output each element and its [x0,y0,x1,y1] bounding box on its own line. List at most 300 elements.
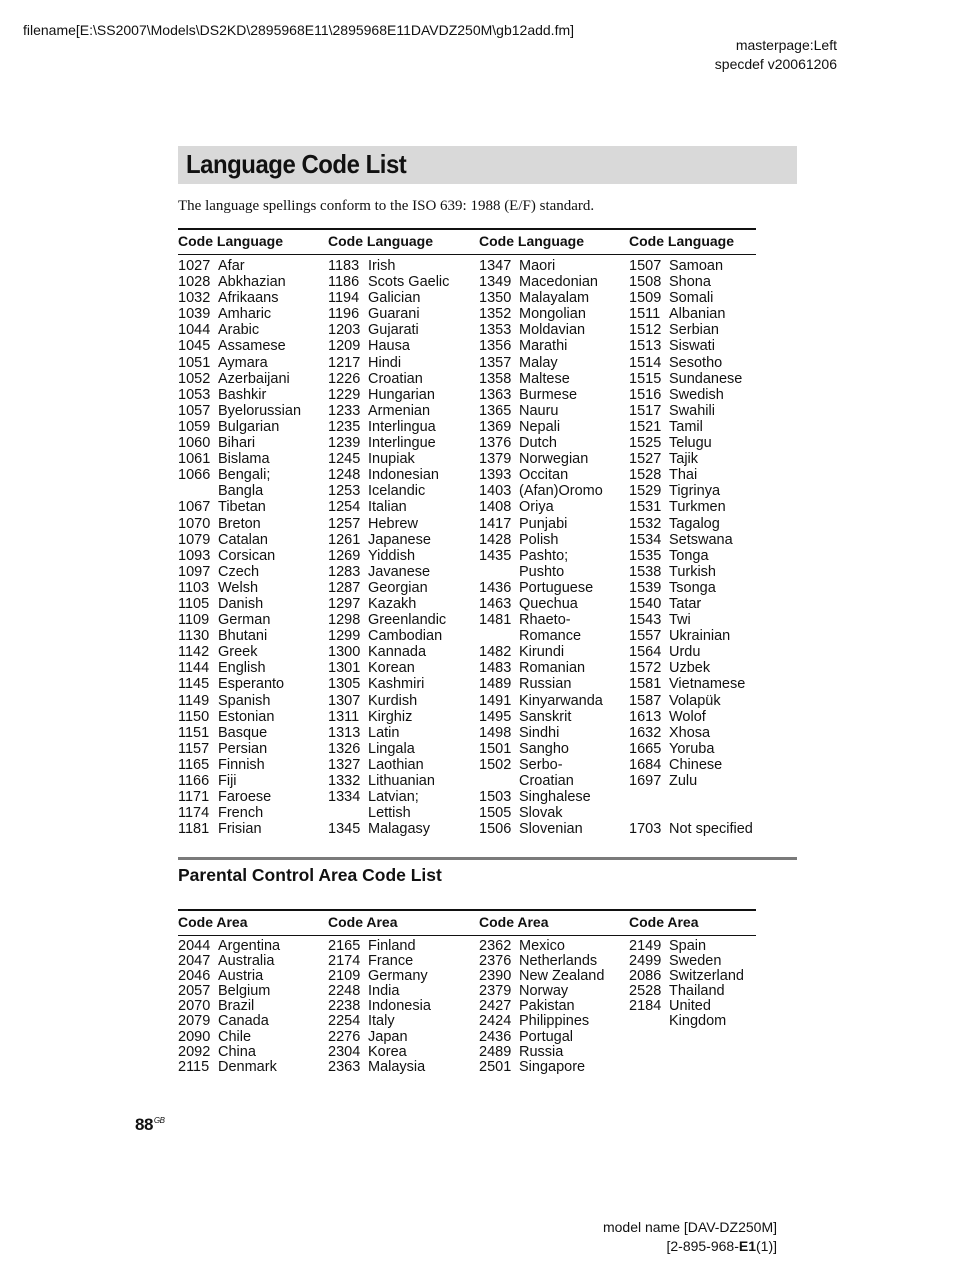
language-code: 1349 [479,274,512,291]
language-code: 1557 [629,628,662,645]
language-code: 1027 [178,258,211,274]
area-code: 2184 [629,998,662,1015]
language-code: 1376 [479,435,512,452]
area-name: China [218,1043,256,1060]
area-entry [479,1030,629,1045]
language-name: Guarani [368,306,420,323]
language-entry [479,693,629,709]
area-name: Sweden [669,953,722,970]
language-name: Mongolian [519,306,586,323]
area-name: Mexico [519,938,565,954]
language-code: 1196 [328,306,360,323]
language-code: 1166 [178,773,210,789]
language-entry [178,789,328,805]
area-code: 2489 [479,1043,512,1060]
language-name: Russian [519,676,572,693]
area-name: Thailand [669,983,725,1000]
area-entry [328,969,478,984]
language-code: 1665 [629,740,662,757]
area-entry [178,939,328,954]
language-code: 1508 [629,274,662,291]
language-entry [328,355,478,371]
language-code: 1327 [328,756,361,773]
area-entry [328,1060,478,1075]
language-entry [328,435,478,451]
language-name: Spanish [218,692,271,709]
area-table-header-rule [178,935,756,936]
language-code: 1059 [178,418,211,435]
language-name: Malay [519,354,558,371]
area-code: 2501 [479,1058,512,1075]
language-code: 1142 [178,644,210,661]
language-entry [479,725,629,741]
language-name: Wolof [669,708,706,725]
page-number [135,1115,164,1135]
lang-table-top-rule [178,228,756,230]
language-code: 1183 [328,258,360,274]
lang-column [629,258,779,837]
area-code: 2174 [328,953,361,970]
language-entry [178,338,328,354]
area-col-header: Code Area [328,914,398,930]
language-name: Greek [218,644,258,661]
language-code: 1301 [328,660,361,677]
language-entry [178,516,328,532]
language-entry [178,419,328,435]
language-entry [328,419,478,435]
language-name: Faroese [218,789,272,806]
area-code: 2149 [629,938,662,954]
language-entry [328,258,478,274]
language-entry [629,355,779,371]
language-name: Japanese [368,531,431,548]
language-code [629,789,669,805]
language-name: Hindi [368,354,402,371]
language-name: Frisian [218,821,262,838]
language-name: Xhosa [669,724,711,741]
language-code: 1157 [178,740,210,757]
language-name: Serbo- [519,756,563,773]
area-code: 2427 [479,998,512,1015]
language-name: Albanian [669,306,726,323]
language-code: 1353 [479,322,512,339]
language-entry [629,660,779,676]
language-code: 1299 [328,628,361,645]
language-code: 1436 [479,579,512,596]
language-code: 1513 [629,338,662,355]
language-code: 1539 [629,579,662,596]
language-code: 1229 [328,386,361,403]
language-entry [479,805,629,821]
language-code: 1428 [479,531,512,548]
language-name: Welsh [218,579,259,596]
language-name: English [218,660,266,677]
area-entry [178,969,328,984]
language-entry [629,741,779,757]
language-entry [629,580,779,596]
language-name: Bislama [218,451,270,468]
language-name: Afrikaans [218,290,279,307]
language-name: Dutch [519,435,557,452]
language-name: Croatian [519,773,574,789]
language-entry [178,451,328,467]
language-name: German [218,612,271,629]
language-code: 1483 [479,660,512,677]
language-name: Laothian [368,756,424,773]
language-code: 1697 [629,773,662,789]
language-name: Bhutani [218,628,268,645]
language-code: 1171 [178,789,210,806]
language-entry [629,435,779,451]
language-entry [479,564,629,580]
language-code: 1245 [328,451,361,468]
language-name: Kinyarwanda [519,692,603,709]
language-code: 1527 [629,451,662,468]
area-name: Norway [519,983,569,1000]
language-entry [479,532,629,548]
language-entry [178,580,328,596]
language-entry [178,499,328,515]
area-code: 2079 [178,1013,211,1030]
language-entry [479,387,629,403]
language-name: Interlingua [368,418,436,435]
language-code: 1165 [178,756,210,773]
language-code: 1209 [328,338,361,355]
lang-table-header-rule [178,254,756,255]
language-name: Kirundi [519,644,565,661]
area-entry [178,1060,328,1075]
language-name: Malagasy [368,821,431,838]
part-suffix: (1)] [756,1238,777,1254]
language-name: French [218,805,264,822]
area-entry [479,1045,629,1060]
language-name: Tagalog [669,515,720,532]
language-name: Arabic [218,322,260,339]
language-entry [479,371,629,387]
language-name: Rhaeto- [519,612,571,629]
language-code: 1531 [629,499,662,516]
area-entry [178,1045,328,1060]
language-code: 1587 [629,692,662,709]
language-entry [178,741,328,757]
language-name: Tajik [669,451,699,468]
area-code: 2070 [178,998,211,1015]
area-name: Portugal [519,1028,574,1045]
area-code: 2046 [178,968,211,985]
language-entry [178,532,328,548]
language-entry [479,660,629,676]
area-name: India [368,983,400,1000]
language-name: Maltese [519,370,570,387]
language-code: 1297 [328,595,361,612]
language-entry [178,628,328,644]
language-entry [629,290,779,306]
area-code: 2086 [629,968,662,985]
language-code: 1393 [479,467,512,484]
language-name: Swedish [669,386,724,403]
language-name: Shona [669,274,711,291]
area-name: Indonesia [368,998,431,1015]
area-entry [479,954,629,969]
language-name: Georgian [368,579,428,596]
language-name: Turkish [669,563,716,580]
language-entry [178,467,328,483]
area-code: 2092 [178,1043,211,1060]
language-name: Assamese [218,338,286,355]
area-code: 2436 [479,1028,512,1045]
language-entry [178,306,328,322]
language-entry [328,483,478,499]
header-masterpage: masterpage:Left [735,37,837,53]
area-entry [629,999,779,1014]
language-entry [629,789,779,805]
area-entry [629,954,779,969]
lang-col-header: Code Language [629,233,735,249]
language-name: Twi [669,612,691,629]
language-name: Quechua [519,595,578,612]
language-name: Bashkir [218,386,267,403]
language-name: Breton [218,515,261,532]
language-name: Icelandic [368,483,426,500]
language-name: Basque [218,724,268,741]
language-code: 1538 [629,563,662,580]
language-code: 1067 [178,499,211,516]
language-name: Latin [368,724,400,741]
language-name: Irish [368,258,396,274]
language-entry [328,322,478,338]
language-name: Kashmiri [368,676,425,693]
language-name: Bengali; [218,467,271,484]
footer-part-number [666,1238,777,1254]
language-name: Moldavian [519,322,586,339]
language-entry [629,516,779,532]
language-entry [328,805,478,821]
language-name: Slovak [519,805,563,822]
language-name: Volapük [669,692,721,709]
language-name: Tonga [669,547,709,564]
area-entry [178,999,328,1014]
language-entry [178,596,328,612]
language-name: Persian [218,740,268,757]
language-code: 1028 [178,274,211,291]
area-column [328,939,478,1075]
language-name: Bangla [218,483,264,500]
language-code: 1498 [479,724,512,741]
language-name: Hungarian [368,386,435,403]
language-entry [629,725,779,741]
area-name: Brazil [218,998,255,1015]
language-code: 1703 [629,821,662,838]
language-entry [328,741,478,757]
area-col-header: Code Area [178,914,248,930]
language-code: 1379 [479,451,512,468]
language-code: 1515 [629,370,662,387]
language-code: 1044 [178,322,211,339]
header-specdef: specdef v20061206 [714,56,837,72]
language-code: 1254 [328,499,361,516]
language-name: Armenian [368,402,431,419]
language-entry [479,757,629,773]
language-code [328,805,368,821]
page-number-suffix: GB [153,1116,165,1126]
language-code: 1408 [479,499,512,516]
area-code: 2304 [328,1043,361,1060]
language-name: Yoruba [669,740,715,757]
language-entry [479,258,629,274]
language-entry [629,338,779,354]
language-entry [479,355,629,371]
area-name: Finland [368,938,416,954]
language-entry [328,564,478,580]
language-code [629,805,669,821]
language-code: 1203 [328,322,361,339]
language-code: 1540 [629,595,662,612]
language-entry [328,757,478,773]
language-entry [479,821,629,837]
language-code: 1326 [328,740,361,757]
language-code: 1150 [178,708,210,725]
area-code: 2057 [178,983,211,1000]
language-entry [629,499,779,515]
language-entry [479,451,629,467]
language-name: Sesotho [669,354,723,371]
language-entry [328,403,478,419]
language-code: 1248 [328,467,361,484]
language-code: 1300 [328,644,361,661]
language-code: 1482 [479,644,512,661]
language-name: Lingala [368,740,415,757]
area-entry [479,969,629,984]
area-entry [479,984,629,999]
area-code: 2109 [328,968,361,985]
language-entry [178,676,328,692]
lang-col-header: Code Language [328,233,434,249]
area-name: United [669,998,711,1015]
language-entry [328,821,478,837]
lang-col-header: Code Language [479,233,585,249]
area-entry [328,999,478,1014]
language-name: Telugu [669,435,712,452]
language-entry [178,660,328,676]
lang-column [178,258,328,837]
area-code: 2165 [328,938,361,954]
intro-text: The language spellings conform to the ISO 639: 1988 (E/F) standard. [178,198,595,214]
language-entry [178,290,328,306]
language-entry [629,693,779,709]
area-code: 2362 [479,938,512,954]
area-name: Canada [218,1013,269,1030]
language-entry [629,451,779,467]
language-code: 1070 [178,515,211,532]
language-entry [178,403,328,419]
language-code: 1051 [178,354,211,371]
part-prefix: [2-895-968- [666,1238,739,1254]
part-bold: E1 [738,1238,756,1254]
language-code: 1226 [328,370,361,387]
language-name: Sanskrit [519,708,572,725]
language-name: Kannada [368,644,427,661]
language-code: 1525 [629,435,662,452]
language-entry [629,612,779,628]
language-name: Fiji [218,773,237,789]
area-name: Germany [368,968,428,985]
language-entry [328,612,478,628]
language-name: Sangho [519,740,569,757]
language-name: Finnish [218,756,265,773]
page-number-value: 88 [135,1115,153,1134]
language-code: 1103 [178,579,210,596]
area-entry [629,1014,779,1029]
area-entry [178,984,328,999]
area-name: Netherlands [519,953,598,970]
language-name: Byelorussian [218,402,302,419]
language-entry [178,725,328,741]
area-name: France [368,953,414,970]
language-name: Not specified [669,821,753,838]
language-code: 1057 [178,402,211,419]
language-name: Azerbaijani [218,370,290,387]
language-entry [629,773,779,789]
section-divider [178,857,797,860]
language-code: 1528 [629,467,662,484]
language-code: 1363 [479,386,512,403]
language-entry [629,532,779,548]
section-title-parental: Parental Control Area Code List [178,865,442,885]
language-entry [328,451,478,467]
language-name: Amharic [218,306,272,323]
language-code: 1217 [328,354,361,371]
language-code: 1684 [629,756,662,773]
language-code: 1093 [178,547,211,564]
language-name: Gujarati [368,322,419,339]
language-name: Corsican [218,547,276,564]
language-entry [479,789,629,805]
language-code: 1045 [178,338,211,355]
language-entry [328,306,478,322]
language-code: 1495 [479,708,512,725]
language-name: Nepali [519,418,561,435]
language-code: 1516 [629,386,662,403]
language-name: Marathi [519,338,568,355]
language-entry [328,693,478,709]
area-name: Japan [368,1028,408,1045]
language-entry [328,660,478,676]
language-entry [178,274,328,290]
area-code: 2424 [479,1013,512,1030]
language-name: Tatar [669,595,702,612]
area-code: 2363 [328,1058,361,1075]
language-name: Hebrew [368,515,418,532]
language-code: 1506 [479,821,512,838]
area-column [178,939,328,1075]
language-code: 1350 [479,290,512,307]
language-name: Polish [519,531,559,548]
language-entry [328,596,478,612]
language-entry [629,757,779,773]
language-code: 1105 [178,595,210,612]
language-entry [178,693,328,709]
language-entry [479,435,629,451]
language-entry [479,483,629,499]
language-code: 1313 [328,724,361,741]
area-name: Australia [218,953,275,970]
area-name: Singapore [519,1058,586,1075]
language-entry [629,403,779,419]
area-entry [629,939,779,954]
language-code: 1233 [328,402,361,419]
area-code: 2115 [178,1058,210,1075]
language-name: Interlingue [368,435,436,452]
